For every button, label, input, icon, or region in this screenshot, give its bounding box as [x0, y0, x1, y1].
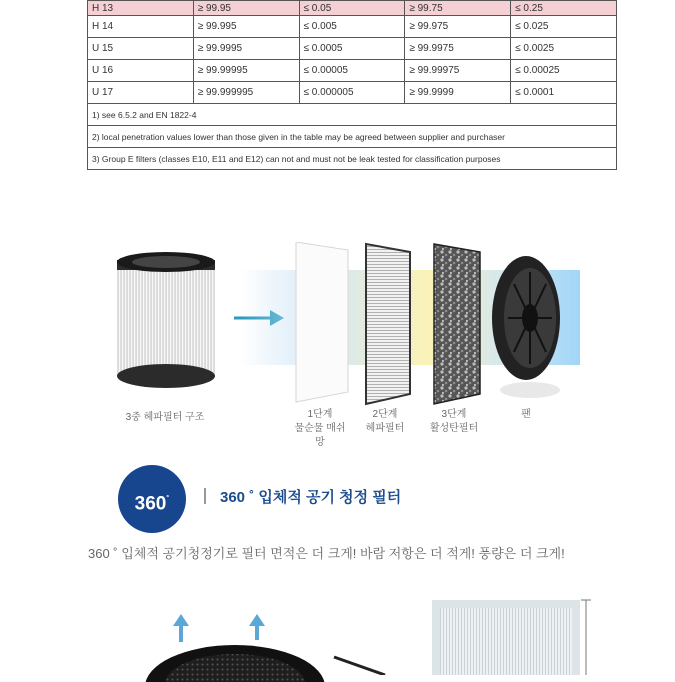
layer-step: 3단계: [441, 409, 467, 420]
fan-image: [486, 248, 568, 403]
table-cell: ≥ 99.995: [193, 16, 299, 38]
table-cell: ≥ 99.9995: [193, 38, 299, 60]
layer-name: 물순물 매쉬망: [294, 423, 346, 448]
layer-step: 팬: [521, 409, 531, 420]
table-cell: ≥ 99.999995: [193, 82, 299, 104]
table-cell: ≤ 0.0005: [299, 38, 405, 60]
table-note: 1) see 6.5.2 and EN 1822-4: [88, 104, 617, 126]
table-row: [88, 38, 617, 60]
layer-caption: [426, 408, 482, 436]
feature-subline: 360 ˚ 입체적 공기청정기로 필터 면적은 더 크게! 바람 저항은 더 적게! 풍량은 더 크게!: [88, 546, 565, 561]
pointer-line: [330, 655, 390, 675]
layer-step: 2단계: [372, 409, 398, 420]
badge-degree: ˚: [166, 494, 170, 504]
table-note-row: [88, 148, 617, 170]
table-note: 2) local penetration values lower than those given in the table may be agreed between supplier and purchaser: [88, 126, 617, 148]
360-badge: [118, 465, 186, 533]
table-cell: ≤ 0.0001: [511, 82, 617, 104]
table-cell: H 14: [88, 16, 194, 38]
table-cell: U 17: [88, 82, 194, 104]
table-note-row: [88, 126, 617, 148]
table-cell: ≤ 0.05: [299, 1, 405, 16]
layer-name: 활성탄필터: [429, 423, 479, 434]
table-cell: U 16: [88, 60, 194, 82]
badge-number: 360: [134, 493, 167, 515]
table-cell: ≤ 0.25: [511, 1, 617, 16]
feature-headline: 360 ˚ 입체적 공기 청정 필터: [220, 489, 402, 506]
filter-structure-illustration: [0, 230, 675, 450]
table-cell: ≤ 0.005: [299, 16, 405, 38]
layer-step: 1단계: [307, 409, 333, 420]
table-row: [88, 1, 617, 16]
table-cell: U 15: [88, 38, 194, 60]
layer-caption: [290, 408, 350, 450]
table-cell: ≥ 99.9975: [405, 38, 511, 60]
layer-caption: [506, 408, 546, 422]
hepa-cylinder-image: [115, 252, 217, 392]
hepa-filter-panel: [364, 242, 414, 407]
table-cell: ≥ 99.75: [405, 1, 511, 16]
divider: [204, 488, 206, 504]
table-cell: ≤ 0.025: [511, 16, 617, 38]
mesh-filter-panel: [290, 242, 354, 404]
air-purifier-top-image: [135, 612, 325, 682]
table-cell: ≤ 0.00005: [299, 60, 405, 82]
table-cell: ≥ 99.99975: [405, 60, 511, 82]
table-row: [88, 60, 617, 82]
table-row: [88, 82, 617, 104]
table-note: 3) Group E filters (classes E10, E11 and E12) can not and must not be leak tested for classification purposes: [88, 148, 617, 170]
table-cell: ≤ 0.00025: [511, 60, 617, 82]
carbon-filter-panel: [432, 242, 484, 407]
table-cell: H 13: [88, 1, 194, 16]
table-cell: ≥ 99.95: [193, 1, 299, 16]
table-cell: ≤ 0.000005: [299, 82, 405, 104]
hepa-structure-caption: 3중 헤파필터 구조: [125, 412, 205, 423]
table-row: [88, 16, 617, 38]
layer-name: 헤파필터: [365, 423, 405, 434]
table-cell: ≤ 0.0025: [511, 38, 617, 60]
table-note-row: [88, 104, 617, 126]
table-cell: ≥ 99.975: [405, 16, 511, 38]
filter-class-table: [87, 0, 617, 170]
panel-filter-image: [430, 596, 600, 675]
table-cell: ≥ 99.99995: [193, 60, 299, 82]
table-cell: ≥ 99.9999: [405, 82, 511, 104]
layer-caption: [357, 408, 413, 436]
